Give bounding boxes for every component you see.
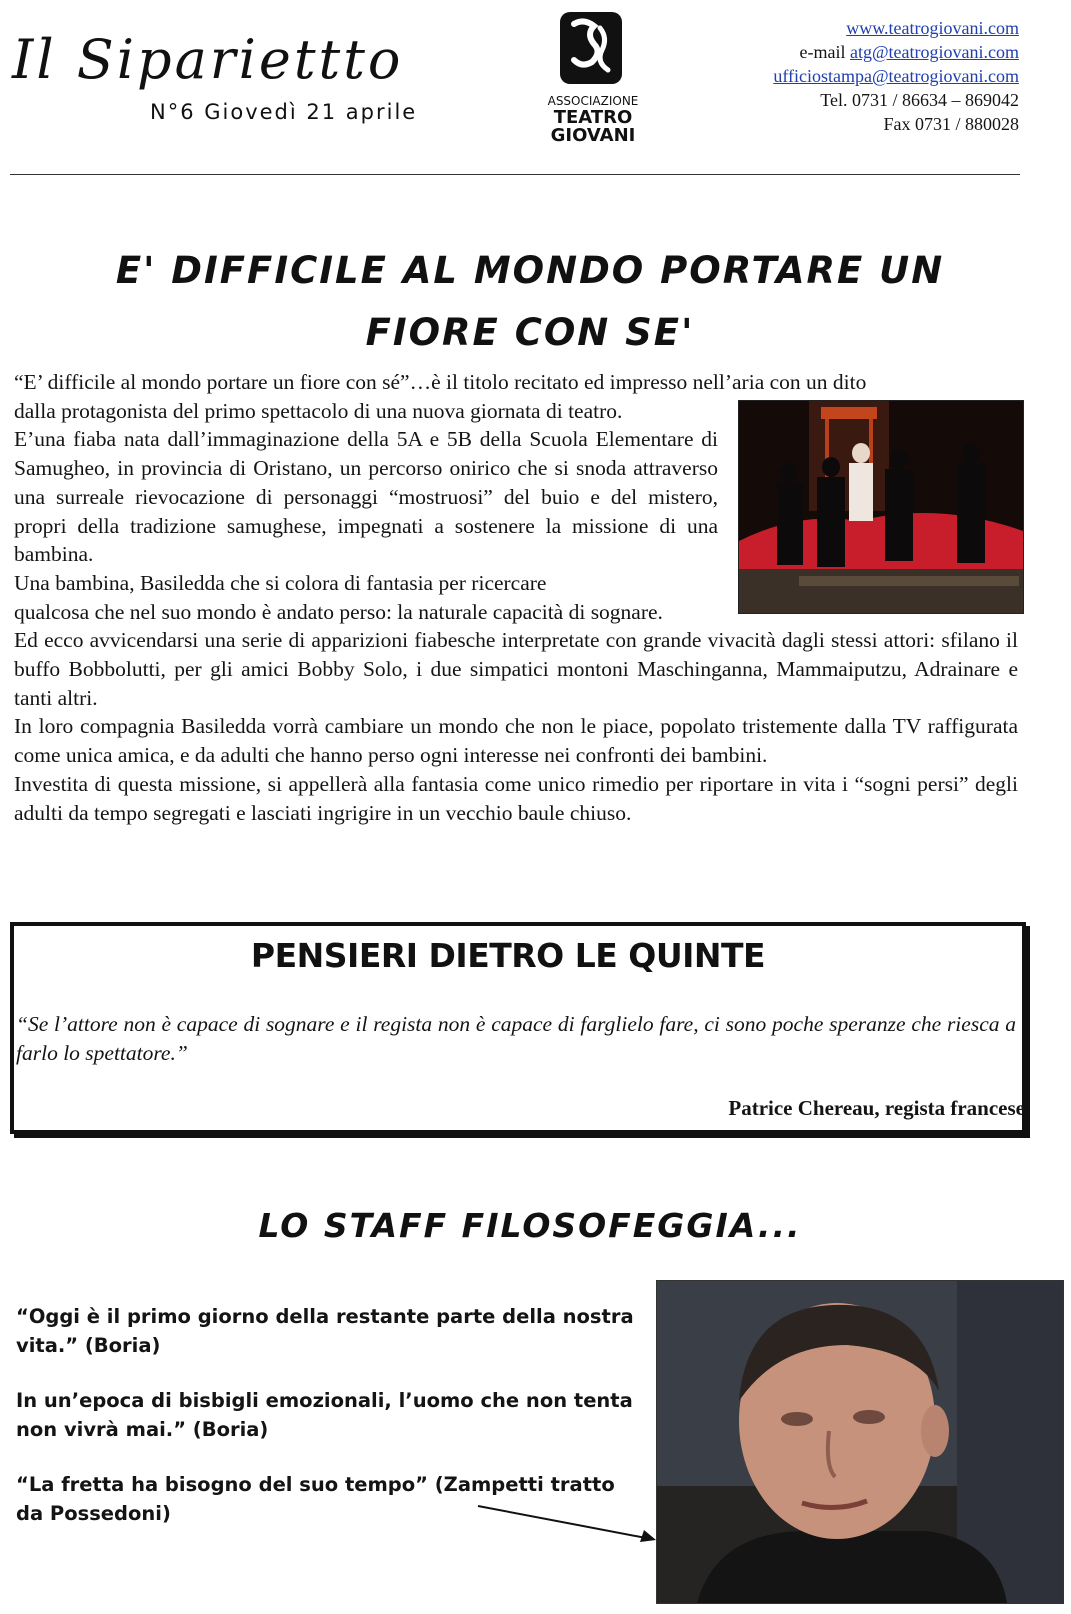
article-paragraph: qualcosa che nel suo mondo è andato perso: la naturale capacità di sognare. xyxy=(14,599,663,624)
masthead-title: Il Sipariettto xyxy=(12,28,404,91)
issue-date: N°6 Giovedì 21 aprile xyxy=(150,100,418,124)
teatro-giovani-logo xyxy=(538,8,648,143)
portrait-photo xyxy=(656,1280,1064,1604)
article-paragraph: E’una fiaba nata dall’immaginazione della 5A e 5B della Scuola Elementare di Samugheo, in provincia di Oristano, un percorso onirico che si snoda attraverso una surreale rievocazione di personaggi “mostruosi” del buio e del mistero, propri della tradizione samughese, impegnati a sostenere la missione di una bambina. xyxy=(14,427,718,567)
svg-text:ASSOCIAZIONE: ASSOCIAZIONE xyxy=(547,94,639,108)
article-paragraph: Investita di questa missione, si appellerà alla fantasia come unico rimedio per riportare in vita i “sogni persi” degli adulti da tempo segregati e lasciati ingrigire in un vecchio baule chiuso. xyxy=(14,771,1018,825)
staff-quote: “Oggi è il primo giorno della restante parte della nostra vita.” (Boria) xyxy=(16,1305,634,1357)
quote-author: Patrice Chereau, regista francese xyxy=(728,1096,1025,1120)
arrow-icon xyxy=(470,1500,660,1550)
phone-number: Tel. 0731 / 86634 – 869042 xyxy=(820,90,1019,110)
contact-block xyxy=(773,16,1019,136)
article-title xyxy=(20,240,1040,364)
staff-title: LO STAFF FILOSOFEGGIA... xyxy=(258,1206,802,1245)
stage-photo xyxy=(738,400,1024,614)
article-title-line2: FIORE CON SE' xyxy=(365,311,695,354)
staff-quote: “La fretta ha bisogno del suo tempo” (Zampetti tratto da Possedoni) xyxy=(16,1473,615,1525)
article-paragraph: Una bambina, Basiledda che si colora di fantasia per ricercare xyxy=(14,570,547,595)
article-paragraph: “E’ difficile al mondo portare un fiore con sé”…è il titolo recitato ed impresso nell’aria con un dito xyxy=(14,370,867,394)
email-label: e-mail xyxy=(799,42,846,62)
header-divider xyxy=(10,174,1020,175)
article-paragraph: dalla protagonista del primo spettacolo di una nuova giornata di teatro. xyxy=(14,398,623,423)
email-link[interactable]: atg@teatrogiovani.com xyxy=(849,42,1019,62)
website-link[interactable]: www.teatrogiovani.com xyxy=(846,18,1019,38)
svg-text:GIOVANI: GIOVANI xyxy=(550,125,636,143)
article-paragraph: Ed ecco avvicendarsi una serie di apparizioni fiabesche interpretate con grande vivacità dagli stessi attori: sfilano il buffo Bobbolutti, per gli amici Bobby Solo, i due simpatici montoni Maschinganna, Mammaiputzu, Adrainare e tanti altri. xyxy=(14,628,1018,710)
article-title-line1: E' DIFFICILE AL MONDO PORTARE UN xyxy=(115,249,945,292)
press-email-link[interactable]: ufficiostampa@teatrogiovani.com xyxy=(773,66,1019,86)
svg-text:TEATRO: TEATRO xyxy=(553,107,633,128)
fax-number: Fax 0731 / 880028 xyxy=(883,114,1019,134)
quote-box-title: PENSIERI DIETRO LE QUINTE xyxy=(250,936,766,975)
quote-text: “Se l’attore non è capace di sognare e il regista non è capace di farglielo fare, ci sono poche speranze che riesca a farlo lo spettatore.” xyxy=(16,1012,1016,1065)
article-paragraph: In loro compagnia Basiledda vorrà cambiare un mondo che non le piace, popolato tristemente dalla TV raffigurata come unica amica, e da adulti che hanno perso ogni interesse nei confronti dei bambini. xyxy=(14,714,1018,768)
staff-quote: In un’epoca di bisbigli emozionali, l’uomo che non tenta non vivrà mai.” (Boria) xyxy=(16,1389,633,1441)
